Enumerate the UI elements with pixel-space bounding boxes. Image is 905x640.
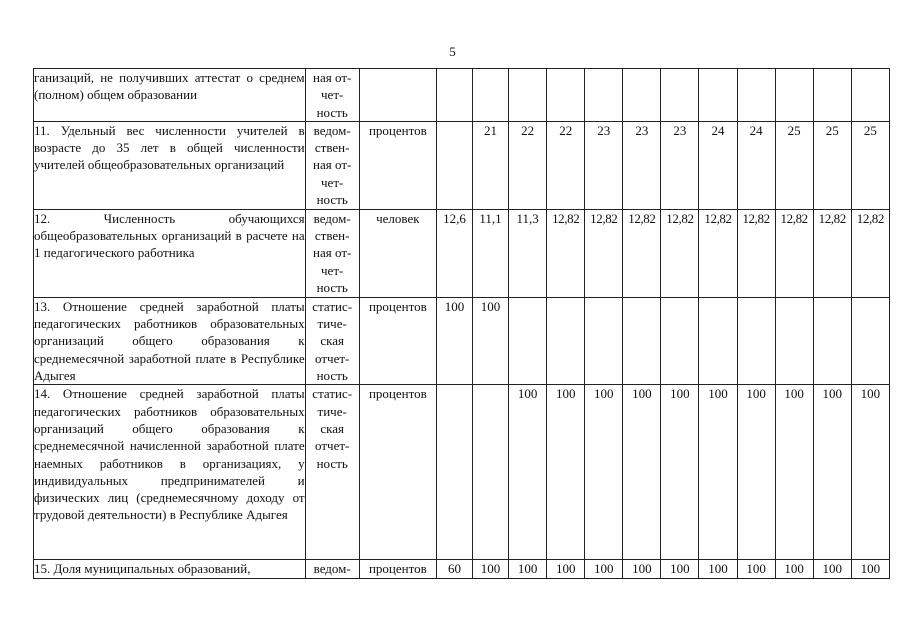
data-source: [305, 560, 359, 578]
value-cell: [585, 69, 623, 122]
table-row: [34, 69, 890, 122]
data-source-line: отчет-: [315, 350, 350, 366]
data-source-line: ведом-: [313, 561, 351, 577]
value-cell: 100: [473, 560, 509, 578]
value-cell: 12,82: [813, 209, 851, 297]
data-source-line: ность: [316, 368, 348, 384]
value-cell: [851, 297, 889, 384]
data-source-line: ная от-: [313, 157, 352, 173]
value-cell: 100: [623, 385, 661, 560]
indicator-name: 13. Отношение средней заработной платы педагогических работников образовательных организаций общего образования к среднемесячной заработной плате в Республике Адыгея: [34, 298, 305, 384]
value-cell: 100: [473, 297, 509, 384]
indicators-table: [33, 68, 890, 579]
value-cell: [623, 297, 661, 384]
data-source-line: ведом-: [313, 122, 351, 138]
value-cell: 100: [813, 560, 851, 578]
table-row: [34, 297, 890, 384]
value-cell: 12,82: [699, 209, 737, 297]
table-row: [34, 560, 890, 578]
value-cell: 25: [775, 121, 813, 209]
value-cell: 100: [585, 385, 623, 560]
value-cell: 12,82: [851, 209, 889, 297]
value-cell: [585, 297, 623, 384]
value-cell: 12,82: [623, 209, 661, 297]
value-cell: 100: [699, 385, 737, 560]
data-source-line: ность: [316, 192, 348, 208]
data-source-line: ность: [316, 104, 348, 120]
value-cell: 12,82: [737, 209, 775, 297]
value-cell: 22: [547, 121, 585, 209]
data-source-line: чет-: [321, 174, 344, 190]
indicator-name: 11. Удельный вес численности учителей в возрасте до 35 лет в общей численности учителей общеобразовательных организаций: [34, 121, 306, 209]
table-row: [34, 121, 890, 209]
value-cell: [436, 69, 472, 122]
data-source-line: ская: [320, 420, 344, 436]
unit-cell: процентов: [359, 121, 436, 209]
data-source-line: ная от-: [313, 70, 352, 85]
value-cell: 100: [585, 560, 623, 578]
value-cell: 100: [813, 385, 851, 560]
data-source-line: статис-: [312, 298, 353, 314]
value-cell: [547, 297, 585, 384]
value-cell: 60: [436, 560, 472, 578]
value-cell: [699, 69, 737, 122]
value-cell: [623, 69, 661, 122]
value-cell: [813, 69, 851, 122]
value-cell: 12,82: [775, 209, 813, 297]
value-cell: [775, 297, 813, 384]
value-cell: 100: [436, 297, 472, 384]
data-source-line: ствен-: [314, 140, 350, 156]
value-cell: 100: [547, 385, 585, 560]
data-source: [305, 385, 359, 560]
value-cell: 24: [699, 121, 737, 209]
value-cell: 100: [851, 560, 889, 578]
value-cell: 23: [623, 121, 661, 209]
page-number: 5: [449, 44, 456, 59]
indicator-name: ганизаций, не получивших аттестат о среднем (полном) общем образовании: [34, 69, 306, 122]
data-source-line: отчет-: [315, 438, 350, 454]
value-cell: 100: [623, 560, 661, 578]
value-cell: [775, 69, 813, 122]
table-row: [34, 385, 890, 560]
data-source: [305, 297, 359, 384]
indicator-name: 12. Численность обучающихся общеобразовательных организаций в расчете на 1 педагогического работника: [34, 209, 306, 297]
value-cell: 100: [775, 385, 813, 560]
value-cell: 100: [509, 560, 547, 578]
value-cell: [813, 297, 851, 384]
value-cell: 12,82: [585, 209, 623, 297]
value-cell: 11,3: [509, 209, 547, 297]
value-cell: [851, 69, 889, 122]
value-cell: [547, 69, 585, 122]
data-source-line: ская: [320, 333, 344, 349]
value-cell: 11,1: [473, 209, 509, 297]
data-source-line: тиче-: [317, 316, 347, 332]
value-cell: [699, 297, 737, 384]
data-source: [305, 69, 359, 122]
data-source-line: ведом-: [313, 210, 351, 226]
value-cell: [737, 69, 775, 122]
value-cell: 100: [775, 560, 813, 578]
data-source-line: чет-: [321, 262, 344, 278]
value-cell: [473, 69, 509, 122]
unit-cell: человек: [359, 209, 436, 297]
value-cell: [473, 385, 509, 560]
value-cell: 100: [737, 385, 775, 560]
value-cell: 25: [851, 121, 889, 209]
value-cell: 100: [851, 385, 889, 560]
value-cell: 22: [509, 121, 547, 209]
value-cell: 12,82: [547, 209, 585, 297]
data-source-line: статис-: [312, 386, 353, 402]
data-source: [305, 209, 359, 297]
value-cell: 100: [661, 560, 699, 578]
value-cell: [509, 69, 547, 122]
indicator-name: 14. Отношение средней заработной платы педагогических работников образовательных организаций общего образования к среднемесячной начисленной заработной плате наемных работников в организациях, у индивидуальных предпринимателей и физических лиц (среднемесячному доходу от трудовой деятельности) в Республике Адыгея: [34, 385, 306, 560]
value-cell: 100: [509, 385, 547, 560]
unit-cell: процентов: [359, 297, 436, 384]
indicator-name: 15. Доля муниципальных образований,: [34, 560, 306, 578]
value-cell: [661, 297, 699, 384]
table-row: [34, 209, 890, 297]
value-cell: 100: [547, 560, 585, 578]
data-source-line: тиче-: [317, 403, 347, 419]
value-cell: 12,82: [661, 209, 699, 297]
data-source-line: ность: [316, 455, 348, 471]
value-cell: 25: [813, 121, 851, 209]
data-source: [305, 121, 359, 209]
unit-cell: процентов: [359, 385, 436, 560]
value-cell: 24: [737, 121, 775, 209]
unit-cell: процентов: [359, 560, 436, 578]
value-cell: 21: [473, 121, 509, 209]
value-cell: 100: [661, 385, 699, 560]
data-source-line: ность: [316, 280, 348, 296]
data-source-line: ствен-: [314, 228, 350, 244]
data-source-line: чет-: [321, 87, 344, 103]
value-cell: [436, 385, 472, 560]
value-cell: 23: [661, 121, 699, 209]
value-cell: [436, 121, 472, 209]
value-cell: [737, 297, 775, 384]
unit-cell: [359, 69, 436, 122]
data-source-line: ная от-: [313, 245, 352, 261]
value-cell: 100: [737, 560, 775, 578]
value-cell: 100: [699, 560, 737, 578]
value-cell: [661, 69, 699, 122]
value-cell: 12,6: [436, 209, 472, 297]
value-cell: 23: [585, 121, 623, 209]
value-cell: [509, 297, 547, 384]
